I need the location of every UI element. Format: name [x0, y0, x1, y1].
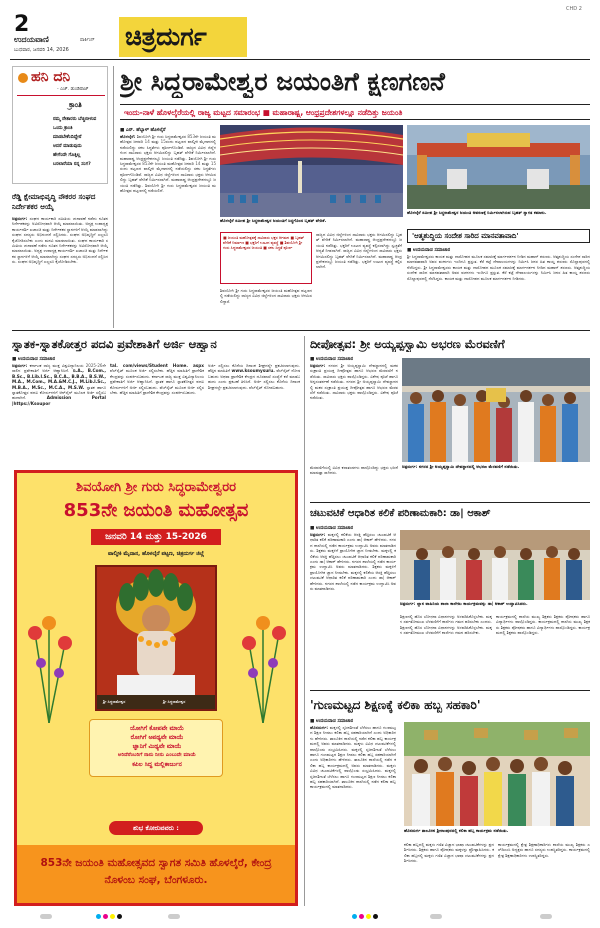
- lead-body-col1: [120, 134, 216, 314]
- kalika-byline: ■ ಉದಯವಾಣಿ ಸಮಾಚಾರ: [310, 719, 354, 724]
- reddy-story-body: [12, 216, 108, 322]
- poem-line: ಆದರೆ ಮಾಡುವುದು: [53, 144, 82, 149]
- ad-left-label: ಶ್ರೀ ಸಿದ್ಧರಾಮೇಶ್ವರ: [103, 699, 126, 704]
- deity-portrait-graphic: [97, 567, 215, 709]
- print-registration-marks: [0, 912, 600, 922]
- hanidani-title: ಹನಿ ದನಿ: [31, 69, 71, 85]
- kalika-photo: [404, 722, 590, 826]
- lead-photo-stage: [220, 125, 403, 217]
- admission-courses: ಬಿ.A., B.Com., B.Sc., B.Lib.I.Sc., B.C.A., B.B.A., B.S.W., M.A., M.Com., M.A.&M.C.J., M.Lib.I.Sc., M.B.A., M.Sc., M.C.A., M.S.W.: [12, 368, 106, 390]
- ad-footer: 853ನೇ ಜಯಂತಿ ಮಹೋತ್ಸವದ ಸ್ವಾಗತ ಸಮಿತಿ ಹೊಳಲ್ಕೆರೆ, ಕೇಂದ್ರ ನೊಳಂಬ ಸಂಘ, ಬೆಂಗಳೂರು.: [40, 857, 272, 886]
- ad-footer-box: [17, 845, 295, 903]
- poem-line: ನಮ್ಮ ನೇತಾರರು ಬೆಚ್ಚಿಬೀಳುವ: [53, 117, 97, 122]
- lead-substory-headline: 'ಆತ್ಮಶುದ್ಧಿಯ ಸಂದೇಶ ಸಾರಿದ ಮಾನವತಾವಾದಿ': [412, 232, 519, 240]
- body-text: ಕಾರ್ಯಕ್ರಮದಲ್ಲಿ ಶಾಲೆಯ ಮುಖ್ಯ ಶಿಕ್ಷಕರು ಶಿಕ್ಷಕರು ಪೋಷಕರು ಹಾಗೂ ವಿದ್ಯಾರ್ಥಿಗಳು ಪಾಲ್ಗೊಂಡಿದ್ದರು. ಕಾರ್ಯಕ್ರಮದಲ್ಲಿ ಶಾಲೆಯ ಮುಖ್ಯ ಶಿಕ್ಷಕರು ಶಿಕ್ಷಕರು ಪೋಷಕರು ಹಾಗೂ ವಿದ್ಯಾರ್ಥಿಗಳು ಪಾಲ್ಗೊಂಡಿದ್ದರು. ಕಾರ್ಯಕ್ರಮದಲ್ಲಿ ಶಿಕ್ಷಕರು ಪಾಲ್ಗೊಂಡಿದ್ದರು.: [496, 614, 590, 636]
- admission-body-col2: [110, 363, 204, 465]
- verse-line: ಕಪಿಲ ಸಿದ್ಧ ಮಲ್ಲಿಕಾರ್ಜುನ: [132, 761, 182, 768]
- registration-dot-icon: [352, 914, 357, 919]
- deepotsava-headline: ದೀಪೋತ್ಸವ: ಶ್ರೀ ಅಯ್ಯಪ್ಪಸ್ವಾಮಿ ಅಭರಣ ಮೆರವಣಿಗೆ: [310, 337, 505, 351]
- poem-line: ಒಂದು ಕ್ರಾಂತಿ: [53, 126, 73, 131]
- kalika-body-col3: [498, 842, 590, 906]
- akash-body-col3: [496, 614, 590, 686]
- verse-line: ಅರಿದೆನೆಂಬರಿಗೆ ನಾನು ನೀನು ಎಂಬುದೇ ಮಾಯೆ: [117, 752, 197, 758]
- registration-dot-icon: [40, 914, 52, 919]
- body-text: ಸಂಘದ ಕಾರ್ಯಕಾರಿ ಸಮಿತಿಯ ಚುನಾವಣೆ ನಡೆದು ನೂತನ ನಿರ್ದೇಶಕರನ್ನು ಅವಿರೋಧವಾಗಿ ಆಯ್ಕೆ ಮಾಡಲಾಯಿತು. ಅಧ್ಯಕ್ಷ ಉಪಾಧ್ಯಕ್ಷ ಕಾರ್ಯದರ್ಶಿ ಖಜಾಂಚಿ ಮತ್ತು ನಿರ್ದೇಶಕರ ಸ್ಥಾನಗಳಿಗೆ ಆಯ್ಕೆ ಮಾಡಲಾಗಿದ್ದು ಸಂಘದ ಸದಸ್ಯರು ಅಭಿನಂದನೆ ಸಲ್ಲಿಸಿದರು. ಸಂಘದ ಅಭಿವೃದ್ಧಿಗೆ ಎಲ್ಲರೂ ಕೈಜೋಡಿಸಬೇಕು ಎಂದು ಮನವಿ ಮಾಡಲಾಯಿತು. ಸಂಘದ ಕಾರ್ಯಕಾರಿ ಸಮಿತಿಯ ಚುನಾವಣೆ ನಡೆದು ನೂತನ ನಿರ್ದೇಶಕರನ್ನು ಅವಿರೋಧವಾಗಿ ಆಯ್ಕೆ ಮಾಡಲಾಯಿತು. ಅಧ್ಯಕ್ಷ ಉಪಾಧ್ಯಕ್ಷ ಕಾರ್ಯದರ್ಶಿ ಖಜಾಂಚಿ ಮತ್ತು ನಿರ್ದೇಶಕರ ಸ್ಥಾನಗಳಿಗೆ ಆಯ್ಕೆ ಮಾಡಲಾಗಿದ್ದು ಸಂಘದ ಸದಸ್ಯರು ಅಭಿನಂದನೆ ಸಲ್ಲಿಸಿದರು. ಸಂಘದ ಅಭಿವೃದ್ಧಿಗೆ ಎಲ್ಲರೂ ಕೈಜೋಡಿಸಬೇಕು.: [12, 216, 108, 265]
- akash-photo-caption: ಚಿತ್ರದುರ್ಗ: ಜ್ಞಾನ ವಾಹಿನಿಯ ಶಾಲಾ ಕಾಲೇಜು ಕಾರ್ಯಕ್ರಮವನ್ನು ಡಾ| ಆಕಾಶ್ ಉದ್ಘಾಟಿಸಿದರು.: [400, 601, 528, 606]
- hanidani-divider: [17, 95, 105, 96]
- admission-byline: ■ ಉದಯವಾಣಿ ಸಮಾಚಾರ: [12, 357, 56, 362]
- ad-title: ಶಿವಯೋಗಿ ಶ್ರೀ ಗುರು ಸಿದ್ಧರಾಮೇಶ್ವರರ: [76, 480, 236, 495]
- stage-photo-graphic: [220, 125, 403, 217]
- body-text: ಶಿವಯೋಗಿ ಶ್ರೀ ಗುರು ಸಿದ್ಧರಾಮೇಶ್ವರರ 853ನೇ ಜಯಂತಿ ಮಹೋತ್ಸವ ಜನವರಿ 14 ಮತ್ತು 15ರಂದು ಪಟ್ಟಣದ ವಾಲ್ಮೀಕಿ ಮೈದಾನದಲ್ಲಿ ನಡೆಯಲಿದ್ದು ಸಕಲ ಸಿದ್ಧತೆಗಳು ಪೂರ್ಣಗೊಂಡಿವೆ. ರಾಜ್ಯದ ವಿವಿಧ ಜಿಲ್ಲೆಗಳಿಂದ ಸಾವಿರಾರು ಭಕ್ತರು ಆಗಮಿಸಲಿದ್ದು ಬೃಹತ್ ವೇದಿಕೆ ನಿರ್ಮಿಸಲಾಗಿದೆ. ಮಹಾರಾಷ್ಟ್ರ ಆಂಧ್ರಪ್ರದೇಶದಲ್ಲೂ ಜಯಂತಿ ನಡೆದಿತ್ತು. ಶಿವಯೋಗಿ ಶ್ರೀ ಗುರು ಸಿದ್ಧರಾಮೇಶ್ವರರ 853ನೇ ಜಯಂತಿ ಮಹೋತ್ಸವ ಜನವರಿ 14 ಮತ್ತು 15ರಂದು ಪಟ್ಟಣದ ವಾಲ್ಮೀಕಿ ಮೈದಾನದಲ್ಲಿ ನಡೆಯಲಿದ್ದು ಸಕಲ ಸಿದ್ಧತೆಗಳು ಪೂರ್ಣಗೊಂಡಿವೆ. ರಾಜ್ಯದ ವಿವಿಧ ಜಿಲ್ಲೆಗಳಿಂದ ಸಾವಿರಾರು ಭಕ್ತರು ಆಗಮಿಸಲಿದ್ದು ಬೃಹತ್ ವೇದಿಕೆ ನಿರ್ಮಿಸಲಾಗಿದೆ. ಮಹಾರಾಷ್ಟ್ರ ಆಂಧ್ರಪ್ರದೇಶದಲ್ಲೂ ಜಯಂತಿ ನಡೆದಿತ್ತು. ಶಿವಯೋಗಿ ಶ್ರೀ ಗುರು ಸಿದ್ಧರಾಮೇಶ್ವರರ ಜಯಂತಿ ಮಹೋತ್ಸವ ಪಟ್ಟಣದಲ್ಲಿ ನಡೆಯಲಿದೆ.: [120, 134, 216, 194]
- body-text: ಮಕ್ಕಳಲ್ಲಿ ಕಲಿಕೆಯ ಆಸಕ್ತಿ ಹೆಚ್ಚಿಸಲು ಚಟುವಟಿಕೆ ಆಧಾರಿತ ಕಲಿಕೆ ಪರಿಣಾಮಕಾರಿ ಎಂದು ಡಾ| ಆಕಾಶ್ ಹೇಳಿದರು. ನಗರದ ಶಾಲೆಯಲ್ಲಿ ನಡೆದ ಕಾರ್ಯಕ್ರಮ ಉದ್ಘಾಟಿಸಿ ಅವರು ಮಾತನಾಡಿದರು. ಶಿಕ್ಷಕರು ಮಕ್ಕಳಿಗೆ ಪ್ರಾಯೋಗಿಕ ಜ್ಞಾನ ನೀಡಬೇಕು. ಮಕ್ಕಳಲ್ಲಿ ಕಲಿಕೆಯ ಆಸಕ್ತಿ ಹೆಚ್ಚಿಸಲು ಚಟುವಟಿಕೆ ಆಧಾರಿತ ಕಲಿಕೆ ಪರಿಣಾಮಕಾರಿ ಎಂದು ಡಾ| ಆಕಾಶ್ ಹೇಳಿದರು. ನಗರದ ಶಾಲೆಯಲ್ಲಿ ನಡೆದ ಕಾರ್ಯಕ್ರಮ ಉದ್ಘಾಟಿಸಿ ಅವರು ಮಾತನಾಡಿದರು. ಶಿಕ್ಷಕರು ಮಕ್ಕಳಿಗೆ ಪ್ರಾಯೋಗಿಕ ಜ್ಞಾನ ನೀಡಬೇಕು. ಮಕ್ಕಳಲ್ಲಿ ಕಲಿಕೆಯ ಆಸಕ್ತಿ ಹೆಚ್ಚಿಸಲು ಚಟುವಟಿಕೆ ಆಧಾರಿತ ಕಲಿಕೆ ಪರಿಣಾಮಕಾರಿ ಎಂದು ಡಾ| ಆಕಾಶ್ ಹೇಳಿದರು. ನಗರದ ಶಾಲೆಯಲ್ಲಿ ನಡೆದ ಕಾರ್ಯಕ್ರಮ ಉದ್ಘಾಟಿಸಿ ಅವರು ಮಾತನಾಡಿದರು.: [310, 532, 396, 592]
- kalika-headline: 'ಗುಣಮಟ್ಟದ ಶಿಕ್ಷಣಕ್ಕೆ ಕಲಿಕಾ ಹಬ್ಬ ಸಹಕಾರಿ': [310, 698, 481, 712]
- ad-verse-box: [89, 719, 223, 777]
- date-line: ಬುಧವಾರ, ಜನವರಿ 14, 2026: [14, 47, 69, 53]
- akash-body-col1: [310, 532, 396, 686]
- left-column-divider: [113, 66, 114, 328]
- deepotsava-body-col2: [310, 465, 398, 499]
- masthead-divider: [10, 59, 590, 60]
- body-text: ಶ್ರೀ ಸಿದ್ಧರಾಮೇಶ್ವರರು ಕಾಯಕ ಮತ್ತು ದಾಸೋಹದ ಮೂಲಕ ಸಮಾಜಕ್ಕೆ ಮಾರ್ಗದರ್ಶನ ನೀಡಿದ ಮಹಾನ್ ಶರಣರು. ಆತ್ಮಶುದ್ಧಿಯ ಸಂದೇಶ ಸಾರಿದ ಮಾನವತಾವಾದಿ ಅವರ ವಚನಗಳು ಇಂದಿಗೂ ಪ್ರಸ್ತುತ. ಕೆರೆ ಕಟ್ಟೆ ದೇವಾಲಯಗಳನ್ನು ನಿರ್ಮಿಸಿ ಜನರ ಹಿತ ಕಾಯ್ದ ಶರಣರು ಸೊಲ್ಲಾಪುರದಲ್ಲಿ ನೆಲೆಸಿದ್ದರು. ಶ್ರೀ ಸಿದ್ಧರಾಮೇಶ್ವರರು ಕಾಯಕ ಮತ್ತು ದಾಸೋಹದ ಮೂಲಕ ಸಮಾಜಕ್ಕೆ ಮಾರ್ಗದರ್ಶನ ನೀಡಿದ ಮಹಾನ್ ಶರಣರು. ಆತ್ಮಶುದ್ಧಿಯ ಸಂದೇಶ ಸಾರಿದ ಮಾನವತಾವಾದಿ ಅವರ ವಚನಗಳು ಇಂದಿಗೂ ಪ್ರಸ್ತುತ. ಕೆರೆ ಕಟ್ಟೆ ದೇವಾಲಯಗಳನ್ನು ನಿರ್ಮಿಸಿ ಜನರ ಹಿತ ಕಾಯ್ದ ಶರಣರು ಸೊಲ್ಲಾಪುರದಲ್ಲಿ ನೆಲೆಸಿದ್ದರು. ಕಾಯಕ ಮತ್ತು ದಾಸೋಹದ ಮೂಲಕ ಮಾರ್ಗದರ್ಶನ ನೀಡಿದರು.: [407, 254, 590, 281]
- ad-date-banner: ಜನವರಿ 14 ಮತ್ತು 15-2026: [105, 532, 207, 542]
- deepotsava-bottom-rule: [310, 502, 590, 503]
- registration-dot-icon: [168, 914, 180, 919]
- akash-dateline: ಚಿತ್ರದುರ್ಗ:: [310, 532, 326, 537]
- ad-right-label: ಶ್ರೀ ಸಿದ್ಧರಾಮೇಶ್ವರ: [163, 699, 186, 704]
- flower-bouquet-left-icon: [25, 613, 73, 723]
- akash-photo: [400, 530, 590, 600]
- poem-line: ಮಾಡಬೇಕೆಂದಿದ್ದೇನೆ: [53, 135, 82, 140]
- verse-line: ಜ್ಞಾನಿಗೆ ಮಿಥ್ಯವೇ ಮಾಯೆ: [132, 743, 182, 750]
- paper-name: ಉದಯವಾಣಿ: [14, 35, 49, 44]
- masthead: [0, 0, 600, 58]
- deepotsava-byline: ■ ಉದಯವಾಣಿ ಸಮಾಚಾರ: [310, 357, 354, 362]
- kalika-photo-caption: ಹೊಸದುರ್ಗ ತಾಲೂಕಿನ ಶ್ರೀರಾಂಪುರದಲ್ಲಿ ಕಲಿಕಾ ಹಬ್ಬ ಕಾರ್ಯಕ್ರಮ ನಡೆಯಿತು.: [404, 828, 509, 833]
- body-text: ವೆಬ್‌ಸೈಟ್ ಮೂಲಕ ಅರ್ಜಿ ಸಲ್ಲಿಸಬೇಕು. ಹೆಚ್ಚಿನ ಮಾಹಿತಿಗೆ ಪ್ರಾದೇಶಿಕ ಕೇಂದ್ರವನ್ನು ಸಂಪರ್ಕಿಸಬಹುದು. ಕರ್ನಾಟಕ ರಾಜ್ಯ ಮುಕ್ತ ವಿಶ್ವವಿದ್ಯಾನಿಲಯ ಪ್ರವೇಶಾತಿಗೆ ಅರ್ಜಿ ಆಹ್ವಾನಿಸಿದೆ. ಸ್ನಾತಕ ಹಾಗೂ ಸ್ನಾತಕೋತ್ತರ ಪದವಿ ಕೋರ್ಸುಗಳಿಗೆ ಅರ್ಜಿ ಸಲ್ಲಿಸಬಹುದು. ವೆಬ್‌ಸೈಟ್ ಮೂಲಕ ಅರ್ಜಿ ಸಲ್ಲಿಸಬೇಕು. ಹೆಚ್ಚಿನ ಮಾಹಿತಿಗೆ ಪ್ರಾದೇಶಿಕ ಕೇಂದ್ರವನ್ನು ಸಂಪರ್ಕಿಸಬಹುದು.: [110, 368, 204, 396]
- reddy-story-dateline: ಚಿತ್ರದುರ್ಗ:: [12, 216, 28, 221]
- ad-date-banner-box: [91, 529, 221, 545]
- admission-email: www.ksoumysuru.: [231, 368, 275, 374]
- city-title-box: [119, 17, 247, 57]
- admission-dateline: ಚಿತ್ರದುರ್ಗ:: [12, 363, 28, 368]
- hanidani-logo-icon: [18, 73, 28, 83]
- lead-byline: ■ ಎನ್. ಹೆಬ್ಬಾಳ್ ಹೊಳಲ್ಕೆರೆ: [120, 128, 166, 133]
- kalika-body-col1: [310, 725, 396, 905]
- akash-byline: ■ ಉದಯವಾಣಿ ಸಮಾಚಾರ: [310, 526, 354, 531]
- body-text: ಕಲಿಕಾ ಹಬ್ಬದಲ್ಲಿ ಮಕ್ಕಳು ಗಣಿತ ವಿಜ್ಞಾನ ಭಾಷಾ ಚಟುವಟಿಕೆಗಳನ್ನು ಪ್ರದರ್ಶಿಸಿದರು. ಶಿಕ್ಷಕರು ಹಾಗೂ ಪೋಷಕರು ಮಕ್ಕಳನ್ನು ಪ್ರೋತ್ಸಾಹಿಸಿದರು. ಕಲಿಕಾ ಹಬ್ಬದಲ್ಲಿ ಮಕ್ಕಳು ಗಣಿತ ವಿಜ್ಞಾನ ಭಾಷಾ ಚಟುವಟಿಕೆಗಳನ್ನು ಪ್ರದರ್ಶಿಸಿದರು.: [404, 842, 494, 864]
- admission-body-col1: [12, 363, 106, 465]
- lead-substory-headline-box: [407, 229, 590, 243]
- page-number: 2: [14, 12, 30, 37]
- edition-tag: ಪಾರ್ಕಿಂಗ್: [80, 38, 95, 43]
- lead-bottom-rule: [12, 330, 590, 331]
- lead-body-col2: [220, 288, 312, 324]
- lead-headline: ಶ್ರೀ ಸಿದ್ಧರಾಮೇಶ್ವರ ಜಯಂತಿಗೆ ಕ್ಷಣಗಣನೆ: [120, 67, 445, 96]
- lead-subheadline: ಇಂದು-ನಾಳೆ ಹೊಳಲ್ಕೆರೆಯಲ್ಲಿ ರಾಜ್ಯ ಮಟ್ಟದ ಸಮಾರಂಭ ■ ಮಹಾರಾಷ್ಟ್ರ, ಆಂಧ್ರಪ್ರದೇಶಗಳಲ್ಲೂ ನಡೆದಿತ್ತು ಜಯಂತಿ: [124, 108, 403, 117]
- deepotsava-dateline: ಚಿತ್ರದುರ್ಗ:: [310, 363, 326, 368]
- body-text: ಶಿವಯೋಗಿ ಶ್ರೀ ಗುರು ಸಿದ್ಧರಾಮೇಶ್ವರರ ಜಯಂತಿ ಮಹೋತ್ಸವ ಪಟ್ಟಣದಲ್ಲಿ ನಡೆಯಲಿದ್ದು ರಾಜ್ಯದ ವಿವಿಧ ಜಿಲ್ಲೆಗಳಿಂದ ಸಾವಿರಾರು ಭಕ್ತರು ಆಗಮಿಸಲಿದ್ದಾರೆ.: [220, 288, 312, 304]
- registration-dot-icon: [117, 914, 122, 919]
- akash-headline: ಚಟುವಟಿಕೆ ಆಧಾರಿತ ಕಲಿಕೆ ಪರಿಣಾಮಕಾರಿ: ಡಾ| ಆಕಾಶ್: [310, 508, 491, 519]
- corner-code: CHD 2: [566, 6, 582, 12]
- body-text: ಶಿಕ್ಷಣದಲ್ಲಿ ಹೊಸ ಬೋಧನಾ ವಿಧಾನಗಳನ್ನು ಅಳವಡಿಸಿಕೊಳ್ಳಬೇಕು. ಮಕ್ಕಳ ಸರ್ವತೋಮುಖ ಬೆಳವಣಿಗೆಗೆ ಶಾಲೆಗಳು ಗಮನ ಹರಿಸಬೇಕು ಎಂದರು. ಶಿಕ್ಷಣದಲ್ಲಿ ಹೊಸ ಬೋಧನಾ ವಿಧಾನಗಳನ್ನು ಅಳವಡಿಸಿಕೊಳ್ಳಬೇಕು. ಮಕ್ಕಳ ಸರ್ವತೋಮುಖ ಬೆಳವಣಿಗೆಗೆ ಶಾಲೆಗಳು ಗಮನ ಹರಿಸಬೇಕು.: [400, 614, 492, 636]
- ad-subtitle: 853ನೇ ಜಯಂತಿ ಮಹೋತ್ಸವ: [63, 500, 249, 521]
- ad-greeting-badge: [109, 821, 203, 835]
- ad-greeting: ಶುಭ ಕೋರುವವರು :: [133, 824, 179, 832]
- body-text: ಕರ್ನಾಟಕ ರಾಜ್ಯ ಮುಕ್ತ ವಿಶ್ವವಿದ್ಯಾನಿಲಯ 2025-26ನೇ ಸಾಲಿನ ಪ್ರವೇಶಾತಿಗೆ ಅರ್ಜಿ ಆಹ್ವಾನಿಸಿದೆ.: [12, 363, 106, 374]
- admission-headline: ಸ್ನಾತಕ-ಸ್ನಾತಕೋತ್ತರ ಪದವಿ ಪ್ರವೇಶಾತಿಗೆ ಅರ್ಜಿ ಆಹ್ವಾನ: [12, 337, 217, 351]
- lead-photo-stage-caption: ಹೊಳಲ್ಕೆರೆ ಸಮೀಪ ಶ್ರೀ ಸಿದ್ಧರಾಮೇಶ್ವರ ಜಯಂತಿಗೆ ಸಿದ್ಧಗೊಂಡ ಬೃಹತ್ ವೇದಿಕೆ.: [220, 218, 327, 223]
- kalika-photo-graphic: [404, 722, 590, 826]
- body-text: ಸ್ನಾತಕ ಹಾಗೂ ಸ್ನಾತಕೋತ್ತರ ಪದವಿ ಕೋರ್ಸುಗಳಿಗೆ ಆನ್‌ಲೈನ್ ಮೂಲಕ ಅರ್ಜಿ ಸಲ್ಲಿಸಬಹುದಾಗಿದೆ.: [12, 384, 106, 401]
- reddy-story-headline: ರೆಡ್ಡಿ ಕ್ಷೇಮಾಭಿವೃದ್ಧಿ ನೌಕರರ ಸಂಘದ ನಿರ್ದೇಶಕರ ಆಯ್ಕೆ: [12, 192, 96, 211]
- lead-dateline: ಹೊಳಲ್ಕೆರೆ:: [120, 134, 136, 139]
- body-text: ರಾಜ್ಯದ ವಿವಿಧ ಜಿಲ್ಲೆಗಳಿಂದ ಸಾವಿರಾರು ಭಕ್ತರು ಆಗಮಿಸಲಿದ್ದು ಬೃಹತ್ ವೇದಿಕೆ ನಿರ್ಮಿಸಲಾಗಿದೆ. ಮಹಾರಾಷ್ಟ್ರ ಆಂಧ್ರಪ್ರದೇಶದಲ್ಲೂ ಜಯಂತಿ ನಡೆದಿತ್ತು. ಭಕ್ತರಿಗೆ ಊಟದ ವ್ಯವಸ್ಥೆ ಕಲ್ಪಿಸಲಾಗಿದ್ದು ಸ್ವಚ್ಛತೆಗೆ ಆದ್ಯತೆ ನೀಡಲಾಗಿದೆ. ರಾಜ್ಯದ ವಿವಿಧ ಜಿಲ್ಲೆಗಳಿಂದ ಸಾವಿರಾರು ಭಕ್ತರು ಆಗಮಿಸಲಿದ್ದು ಬೃಹತ್ ವೇದಿಕೆ ನಿರ್ಮಿಸಲಾಗಿದೆ. ಮಹಾರಾಷ್ಟ್ರ ಆಂಧ್ರಪ್ರದೇಶದಲ್ಲೂ ಜಯಂತಿ ನಡೆದಿತ್ತು. ಭಕ್ತರಿಗೆ ಊಟದ ವ್ಯವಸ್ಥೆ ಕಲ್ಪಿಸಲಾಗಿದೆ.: [316, 232, 402, 270]
- body-text: ಮೆರವಣಿಗೆಯಲ್ಲಿ ವಿವಿಧ ಕಲಾತಂಡಗಳು ಪಾಲ್ಗೊಂಡಿದ್ದು ಭಕ್ತರು ಭಜನೆ ಮಾಡುತ್ತಾ ಸಾಗಿದರು.: [310, 465, 398, 476]
- admission-body-col3: [208, 363, 300, 465]
- arch-photo-graphic: [407, 125, 590, 209]
- hanidani-box: [12, 66, 108, 184]
- deepotsava-body-col1: [310, 363, 398, 463]
- deepotsava-photo: [402, 358, 590, 462]
- body-text: ಕಾರ್ಯಕ್ರಮದಲ್ಲಿ ಕ್ಷೇತ್ರ ಶಿಕ್ಷಣಾಧಿಕಾರಿಗಳು ಶಾಲೆಯ ಮುಖ್ಯ ಶಿಕ್ಷಕರು ಎಸ್‌ಡಿಎಂಸಿ ಅಧ್ಯಕ್ಷರು ಹಾಗೂ ಸದಸ್ಯರು ಉಪಸ್ಥಿತರಿದ್ದರು. ಕಾರ್ಯಕ್ರಮದಲ್ಲಿ ಕ್ಷೇತ್ರ ಶಿಕ್ಷಣಾಧಿಕಾರಿಗಳು ಉಪಸ್ಥಿತರಿದ್ದರು.: [498, 842, 590, 858]
- registration-dot-icon: [359, 914, 364, 919]
- registration-dot-icon: [103, 914, 108, 919]
- mid-column-divider: [304, 336, 305, 906]
- kranti-title: ಕ್ರಾಂತಿ: [69, 101, 82, 109]
- verse-line: ಯೋಗಿಗೆ ಕೋಪವೇ ಮಾಯೆ: [130, 725, 184, 732]
- akash-body-col2: [400, 614, 492, 686]
- lead-substory-body: [407, 254, 590, 324]
- registration-dot-icon: [366, 914, 371, 919]
- kalika-dateline: ಹೊಸದುರ್ಗ:: [310, 725, 329, 730]
- hanidani-author: - ಎಚ್. ಡುಂಡಿರಾಜ್: [57, 87, 89, 92]
- body-text: ವೆಬ್‌ಸೈಟ್ ನೋಡಬಹುದು ಅಥವಾ ಪ್ರಾದೇಶಿಕ ಕೇಂದ್ರದ ದೂರವಾಣಿ ಸಂಖ್ಯೆಗೆ ಕರೆ ಮಾಡಬಹುದು ಎಂದು ಪ್ರಕಟಣೆ ತಿಳಿಸಿದೆ. ಅರ್ಜಿ ಸಲ್ಲಿಸಲು ಕೊನೆಯ ದಿನಾಂಕ ಶೀಘ್ರದಲ್ಲೇ ಪ್ರಕಟಿಸಲಾಗುವುದು. ವೆಬ್‌ಸೈಟ್ ನೋಡಬಹುದು.: [208, 368, 300, 390]
- jayanti-advertisement: [14, 470, 298, 906]
- body-text: ■ ಜಯಂತಿ ಮಹೋತ್ಸವಕ್ಕೆ ಸಾವಿರಾರು ಭಕ್ತರ ಆಗಮನ ■ ಬೃಹತ್ ವೇದಿಕೆ ನಿರ್ಮಾಣ ■ ಭಕ್ತರಿಗೆ ಊಟದ ವ್ಯವಸ್ಥೆ ■ ಶಿವಯೋಗಿ ಶ್ರೀ ಗುರು ಸಿದ್ಧರಾಮೇಶ್ವರರ ಜಯಂತಿ ■ ಸಕಲ ಸಿದ್ಧತೆ ಪೂರ್ಣ: [223, 235, 305, 250]
- registration-dot-icon: [96, 914, 101, 919]
- flower-bouquet-right-icon: [239, 613, 287, 723]
- akash-bottom-rule: [310, 690, 590, 691]
- inauguration-photo-graphic: [400, 530, 590, 600]
- kalika-body-col2: [404, 842, 494, 906]
- body-text: ನಗರದ ಶ್ರೀ ಅಯ್ಯಪ್ಪಸ್ವಾಮಿ ದೇವಸ್ಥಾನದಲ್ಲಿ ಮಕರ ಸಂಕ್ರಾಂತಿ ಪ್ರಯುಕ್ತ ದೀಪೋತ್ಸವ ಹಾಗೂ ಆಭರಣ ಮೆರವಣಿಗೆ ನಡೆಯಿತು. ಸಾವಿರಾರು ಭಕ್ತರು ಪಾಲ್ಗೊಂಡಿದ್ದರು. ವಿಶೇಷ ಪೂಜೆ ಹಾಗೂ ಅನ್ನಸಂತರ್ಪಣೆ ನಡೆಯಿತು. ನಗರದ ಶ್ರೀ ಅಯ್ಯಪ್ಪಸ್ವಾಮಿ ದೇವಸ್ಥಾನದಲ್ಲಿ ಮಕರ ಸಂಕ್ರಾಂತಿ ಪ್ರಯುಕ್ತ ದೀಪೋತ್ಸವ ಹಾಗೂ ಆಭರಣ ಮೆರವಣಿಗೆ ನಡೆಯಿತು. ಸಾವಿರಾರು ಭಕ್ತರು ಪಾಲ್ಗೊಂಡಿದ್ದರು. ವಿಶೇಷ ಪೂಜೆ ನಡೆಯಿತು.: [310, 363, 398, 401]
- procession-photo-graphic: [402, 358, 590, 462]
- deity-portrait: [95, 565, 217, 711]
- lead-photo-arch: [407, 125, 590, 209]
- registration-dot-icon: [430, 914, 442, 919]
- body-text: ಮಕ್ಕಳಲ್ಲಿ ಸೃಜನಶೀಲತೆ ಬೆಳೆಸಲು ಹಾಗೂ ಗುಣಮಟ್ಟದ ಶಿಕ್ಷಣ ನೀಡಲು ಕಲಿಕಾ ಹಬ್ಬ ಸಹಕಾರಿಯಾಗಿದೆ ಎಂದು ಅಧಿಕಾರಿಗಳು ಹೇಳಿದರು. ತಾಲೂಕಿನ ಶಾಲೆಯಲ್ಲಿ ನಡೆದ ಕಲಿಕಾ ಹಬ್ಬ ಕಾರ್ಯಕ್ರಮದಲ್ಲಿ ಅವರು ಮಾತನಾಡಿದರು. ಮಕ್ಕಳು ವಿವಿಧ ಚಟುವಟಿಕೆಗಳಲ್ಲಿ ಪಾಲ್ಗೊಂಡು ಸಂಭ್ರಮಿಸಿದರು. ಮಕ್ಕಳಲ್ಲಿ ಸೃಜನಶೀಲತೆ ಬೆಳೆಸಲು ಹಾಗೂ ಗುಣಮಟ್ಟದ ಶಿಕ್ಷಣ ನೀಡಲು ಕಲಿಕಾ ಹಬ್ಬ ಸಹಕಾರಿಯಾಗಿದೆ ಎಂದು ಅಧಿಕಾರಿಗಳು ಹೇಳಿದರು. ತಾಲೂಕಿನ ಶಾಲೆಯಲ್ಲಿ ನಡೆದ ಕಲಿಕಾ ಹಬ್ಬ ಕಾರ್ಯಕ್ರಮದಲ್ಲಿ ಅವರು ಮಾತನಾಡಿದರು. ಮಕ್ಕಳು ವಿವಿಧ ಚಟುವಟಿಕೆಗಳಲ್ಲಿ ಪಾಲ್ಗೊಂಡು ಸಂಭ್ರಮಿಸಿದರು. ಮಕ್ಕಳಲ್ಲಿ ಸೃಜನಶೀಲತೆ ಬೆಳೆಸಲು ಹಾಗೂ ಗುಣಮಟ್ಟದ ಶಿಕ್ಷಣ ನೀಡಲು ಕಲಿಕಾ ಹಬ್ಬ ಸಹಕಾರಿಯಾಗಿದೆ. ತಾಲೂಕಿನ ಶಾಲೆಯಲ್ಲಿ ನಡೆದ ಕಲಿಕಾ ಹಬ್ಬ ಕಾರ್ಯಕ್ರಮದಲ್ಲಿ ಮಾತನಾಡಿದರು.: [310, 725, 396, 790]
- lead-highlight-box: [220, 232, 312, 284]
- ad-venue: ವಾಲ್ಮೀಕಿ ಮೈದಾನ, ಹೊಳಲ್ಕೆರೆ ಪಟ್ಟಣ, ಚಿತ್ರದುರ್ಗ ಜಿಲ್ಲೆ: [107, 551, 205, 557]
- admission-web: tal. com/views/Student Home. aspx: [110, 363, 204, 368]
- registration-dot-icon: [540, 914, 552, 919]
- poem-line: ಬರಲಾರೆಯಾ ನನ್ನ ಸಂಗ?: [53, 162, 91, 167]
- admission-portal: Admission Portal |https://Ksoupor: [12, 395, 106, 406]
- registration-dot-icon: [110, 914, 115, 919]
- registration-dot-icon: [373, 914, 378, 919]
- deepotsava-photo-caption: ಚಿತ್ರದುರ್ಗ: ನಗರದ ಶ್ರೀ ಅಯ್ಯಪ್ಪಸ್ವಾಮಿ ದೇವಸ್ಥಾನದಲ್ಲಿ ಆಭರಣ ಮೆರವಣಿಗೆ ನಡೆಯಿತು.: [402, 464, 520, 469]
- verse-line: ರೋಗಿಗೆ ಅಪಥ್ಯವೇ ಮಾಯೆ: [130, 734, 184, 741]
- lead-photo-arch-caption: ಹೊಳಲ್ಕೆರೆ ಸಮೀಪ ಶ್ರೀ ಸಿದ್ಧರಾಮೇಶ್ವರ ಜಯಂತಿ ಆವರಣಕ್ಕೆ ನಿರ್ಮಿಸಲಾಗಿರುವ ಬೃಹತ್ ಸ್ವಾಗತ ಕಮಾನು.: [407, 210, 547, 215]
- lead-body-col3: [316, 232, 402, 324]
- lead-subheadline-bar: [120, 104, 590, 120]
- lead-substory-byline: ■ ಉದಯವಾಣಿ ಸಮಾಚಾರ: [407, 248, 451, 253]
- poem-line: ಹೇಗೆಂದೇ ಗೊತ್ತಿಲ್ಲ: [53, 153, 81, 158]
- body-text: ಅರ್ಜಿ ಸಲ್ಲಿಸಲು ಕೊನೆಯ ದಿನಾಂಕ ಶೀಘ್ರದಲ್ಲೇ ಪ್ರಕಟಿಸಲಾಗುವುದು. ಹೆಚ್ಚಿನ ಮಾಹಿತಿಗೆ: [208, 363, 300, 374]
- kranti-poem: [53, 115, 107, 169]
- city-title: ಚಿತ್ರದುರ್ಗ: [125, 22, 207, 51]
